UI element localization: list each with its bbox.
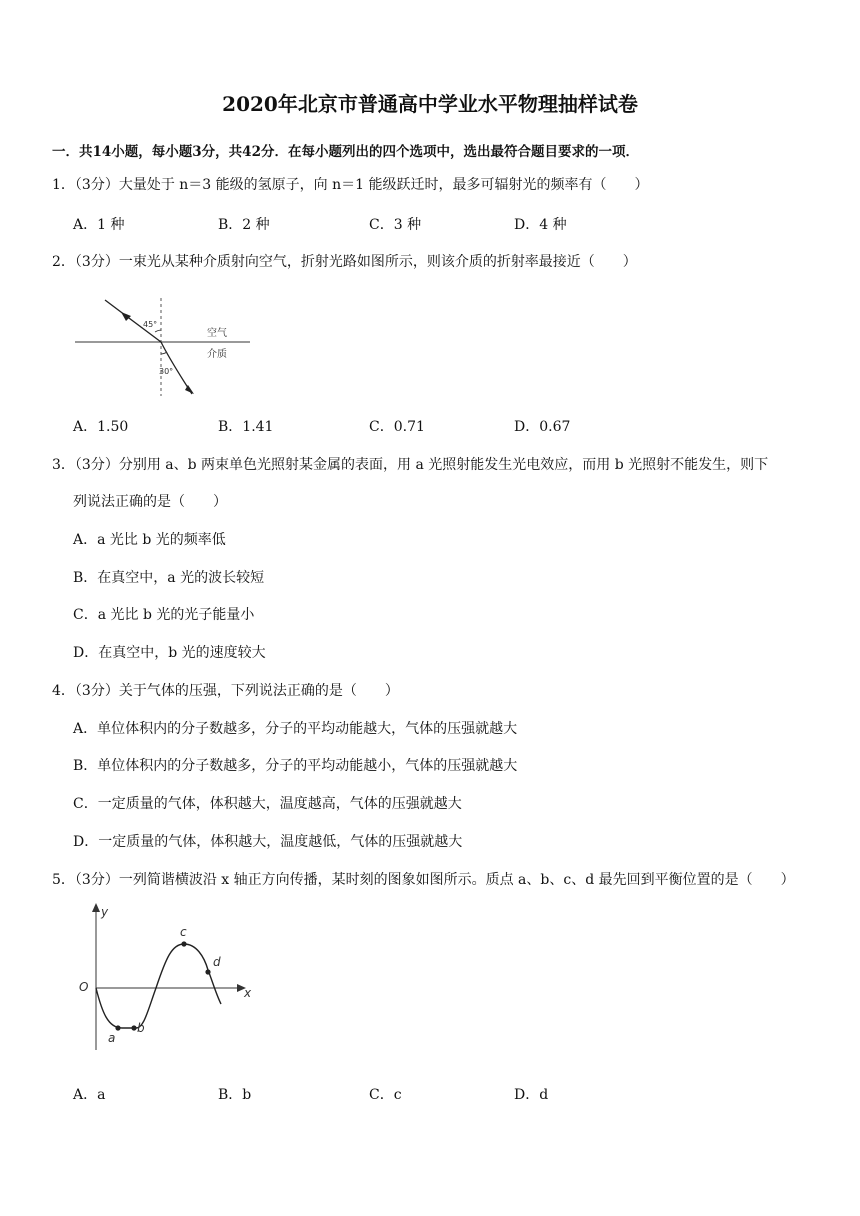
point-a <box>115 1025 120 1030</box>
q4-option-b: B．单位体积内的分子数越多，分子的平均动能越小，气体的压强就越大 <box>73 758 518 774</box>
point-b <box>131 1025 136 1030</box>
q2-option-b: B．1.41 <box>218 419 274 435</box>
point-d-label: d <box>213 955 221 969</box>
q2-option-c: C．0.71 <box>369 419 425 435</box>
refraction-diagram <box>75 288 255 400</box>
q3-option-c: C．a 光比 b 光的光子能量小 <box>73 607 255 623</box>
q2-option-d: D．0.67 <box>514 419 571 435</box>
q3-option-a: A．a 光比 b 光的频率低 <box>73 532 226 548</box>
q2-option-a: A．1.50 <box>73 419 129 435</box>
x-axis-label: x <box>244 986 252 1000</box>
question-5-stem: 5．（3分）一列简谐横波沿 x 轴正方向传播，某时刻的图象如图所示。质点 a、b、c、d 最先回到平衡位置的是（ ） <box>52 872 795 888</box>
point-a-label: a <box>108 1031 116 1045</box>
point-b-label: b <box>137 1021 145 1035</box>
point-d <box>205 969 210 974</box>
q4-option-d: D．一定质量的气体，体积越大，温度越低，气体的压强就越大 <box>73 834 463 850</box>
question-4-stem: 4．（3分）关于气体的压强，下列说法正确的是（ ） <box>52 683 399 699</box>
page-title: 2020年北京市普通高中学业水平物理抽样试卷 <box>222 92 638 116</box>
y-axis-arrow <box>92 903 100 912</box>
q5-option-b: B．b <box>218 1087 252 1103</box>
question-3-stem-line1: 3．（3分）分别用 a、b 两束单色光照射某金属的表面，用 a 光照射能发生光电效应，而用 b 光照射不能发生，则下 <box>52 457 769 473</box>
point-c-label: c <box>180 925 187 939</box>
q4-option-c: C．一定质量的气体，体积越大，温度越高，气体的压强就越大 <box>73 796 462 812</box>
q5-option-a: A．a <box>73 1087 106 1103</box>
q1-option-a: A．1 种 <box>73 217 125 233</box>
q1-option-d: D．4 种 <box>514 217 567 233</box>
ray-air-arrow <box>121 312 131 321</box>
angle-45-label: 45° <box>143 320 158 329</box>
q1-option-b: B．2 种 <box>218 217 270 233</box>
wave-graph <box>72 900 257 1055</box>
air-label: 空气 <box>207 328 227 339</box>
q1-option-c: C．3 种 <box>369 217 422 233</box>
y-axis-label: y <box>101 905 109 919</box>
point-c <box>181 941 186 946</box>
angle-30-label: 30° <box>159 367 174 376</box>
question-2-stem: 2．（3分）一束光从某种介质射向空气，折射光路如图所示，则该介质的折射率最接近（ ） <box>52 254 637 270</box>
wave-curve <box>96 944 221 1028</box>
section-heading: 一．共14小题，每小题3分，共42分．在每小题列出的四个选项中，选出最符合题目要求的一项． <box>52 144 639 160</box>
question-3-stem-line2: 列说法正确的是（ ） <box>73 494 227 510</box>
q3-option-d: D．在真空中，b 光的速度较大 <box>73 645 266 661</box>
medium-label: 介质 <box>207 349 227 360</box>
origin-label: O <box>79 980 89 994</box>
q5-option-d: D．d <box>514 1087 549 1103</box>
q4-option-a: A．单位体积内的分子数越多，分子的平均动能越大，气体的压强就越大 <box>73 721 518 737</box>
question-1-stem: 1．（3分）大量处于 n＝3 能级的氢原子，向 n＝1 能级跃迁时，最多可辐射光的频率有（ ） <box>52 177 649 193</box>
q5-option-c: C．c <box>369 1087 402 1103</box>
q3-option-b: B．在真空中，a 光的波长较短 <box>73 570 265 586</box>
